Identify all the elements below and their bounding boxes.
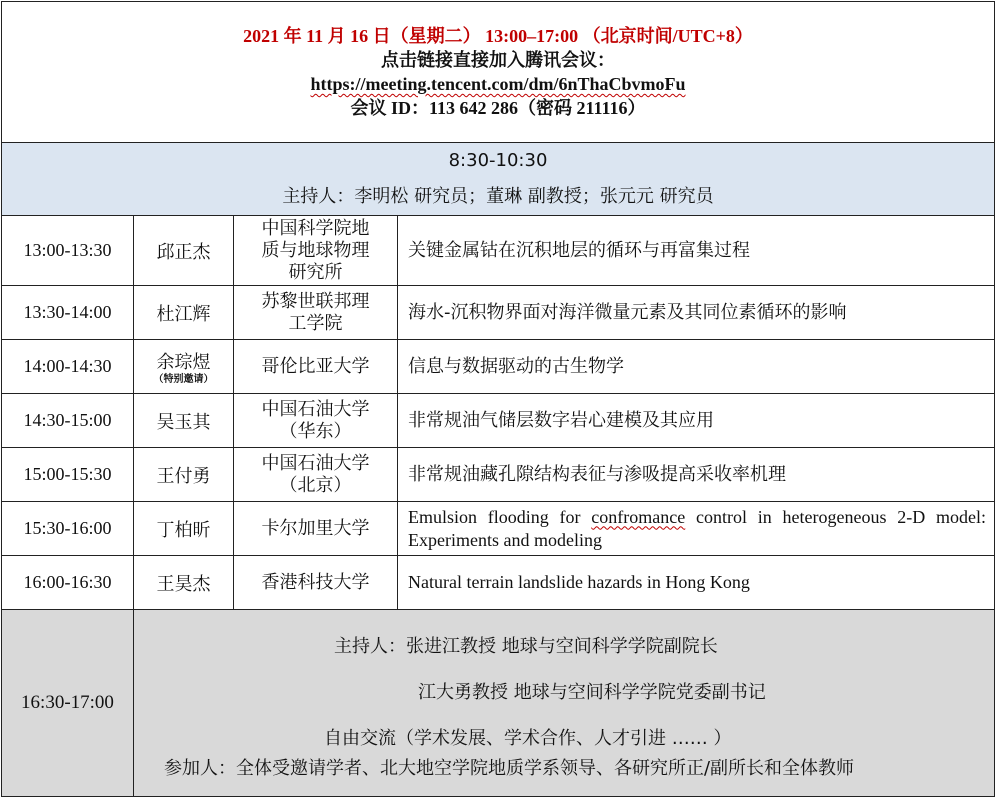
meeting-link[interactable]: https://meeting.tencent.com/dm/6nThaCbvmoFu [310,74,686,94]
meeting-date-line: 2021 年 11 月 16 日（星期二） 13:00–17:00 （北京时间/UTC+8） [243,26,753,46]
talk-time: 14:30-15:00 [2,394,134,448]
schedule-row [2,216,995,286]
speaker-institution: 苏黎世联邦理 工学院 [234,286,398,340]
closing-discussion: 自由交流（学术发展、学术合作、人才引进 …… ） [324,728,732,749]
schedule-row [2,340,995,394]
schedule-row [2,502,995,556]
talk-topic: 非常规油藏孔隙结构表征与渗吸提高采收率机理 [398,448,995,502]
speaker-institution: 中国石油大学 （北京） [234,448,398,502]
talk-topic: Natural terrain landslide hazards in Hong Kong [398,556,995,610]
join-instruction: 点击链接直接加入腾讯会议： [381,50,615,70]
speaker-institution: 香港科技大学 [234,556,398,610]
speaker-name: 杜江辉 [134,286,234,340]
speaker-institution: 卡尔加里大学 [234,502,398,556]
talk-time: 14:00-14:30 [2,340,134,394]
closing-details [134,610,995,797]
talk-time: 13:00-13:30 [2,216,134,286]
schedule-document [1,1,994,798]
talk-topic: Emulsion flooding for confromance control in heterogeneous 2-D model: Experiments and modeling [398,502,995,556]
speaker-name: 余琮煜 （特别邀请） [134,340,234,394]
schedule-row [2,556,995,610]
closing-row [2,610,995,797]
talk-topic: 关键金属钴在沉积地层的循环与再富集过程 [398,216,995,286]
spelling-flag: confromance [591,506,686,527]
talk-time: 16:00-16:30 [2,556,134,610]
talk-time: 15:00-15:30 [2,448,134,502]
speaker-name: 王昊杰 [134,556,234,610]
speaker-name: 吴玉其 [134,394,234,448]
special-invite-note: （特别邀请） [153,373,214,385]
closing-participants: 参加人：全体受邀请学者、北大地空学院地质学系领导、各研究所正/副所长和全体教师 [164,758,855,779]
talk-topic: 海水-沉积物界面对海洋微量元素及其同位素循环的影响 [398,286,995,340]
speaker-name: 王付勇 [134,448,234,502]
session-hosts: 主持人：李明松 研究员；董琳 副教授；张元元 研究员 [282,186,714,207]
closing-host-2: 江大勇教授 地球与空间科学学院党委副书记 [418,682,766,703]
talk-topic: 信息与数据驱动的古生物学 [398,340,995,394]
speaker-name: 邱正杰 [134,216,234,286]
speaker-institution: 哥伦比亚大学 [234,340,398,394]
closing-host-1: 主持人：张进江教授 地球与空间科学学院副院长 [334,636,718,657]
speaker-institution: 中国科学院地 质与地球物理 研究所 [234,216,398,286]
talk-time: 15:30-16:00 [2,502,134,556]
speaker-name: 丁柏昕 [134,502,234,556]
talk-time: 13:30-14:00 [2,286,134,340]
schedule-row [2,394,995,448]
meeting-info-header [2,2,995,143]
schedule-table [1,1,995,797]
closing-time: 16:30-17:00 [2,610,134,797]
morning-session-banner [2,143,995,216]
meeting-id-line: 会议 ID：113 642 286（密码 211116） [350,98,646,118]
speaker-institution: 中国石油大学 （华东） [234,394,398,448]
talk-topic: 非常规油气储层数字岩心建模及其应用 [398,394,995,448]
schedule-row [2,286,995,340]
schedule-row [2,448,995,502]
session-time: 8:30-10:30 [448,150,548,171]
